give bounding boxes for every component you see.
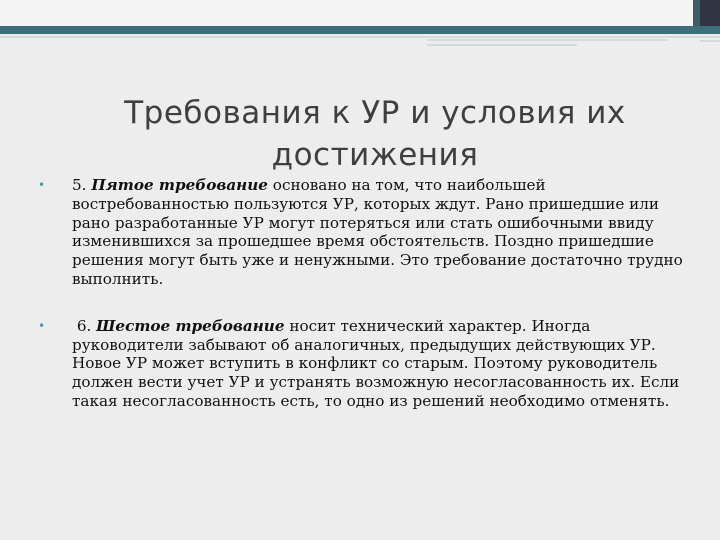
top-band bbox=[0, 0, 693, 26]
header-stripe bbox=[0, 26, 720, 34]
bullet-icon: • bbox=[38, 178, 46, 192]
list-item bbox=[38, 317, 698, 411]
item-text: носит технический характер. Иногда руководители забывают об аналогичных, предыдущих действующих УР. Новое УР может вступить в конфликт со старым. Поэтому руководитель должен вести учет УР и устранять возможную несогласованность их. Если такая несогласованность есть, то одно из решений необходимо отменять. bbox=[72, 316, 680, 410]
divider-line bbox=[0, 36, 720, 38]
corner-block bbox=[700, 0, 720, 26]
item-text: основано на том, что наибольшей востребованностью пользуются УР, которых ждут. Рано пришедшие или рано разработанные УР могут потеряться или стать ошибочными ввиду изменившихся за прошедшее время обстоятельств. Поздно пришедшие решения могут быть уже и ненужными. Это требование достаточно трудно выполнить. bbox=[72, 176, 683, 288]
corner-accent bbox=[693, 0, 700, 26]
list-item bbox=[38, 176, 698, 289]
bullet-icon: • bbox=[38, 318, 46, 333]
item-number: 5. bbox=[72, 176, 87, 194]
item-term: Пятое требование bbox=[91, 176, 268, 194]
divider-line bbox=[700, 40, 720, 42]
bullet-list bbox=[38, 176, 698, 411]
item-number: 6. bbox=[76, 316, 92, 335]
slide-title: Требования к УР и условия их достижения bbox=[124, 95, 626, 173]
divider-line bbox=[427, 39, 667, 41]
item-term: Шестое требование bbox=[96, 316, 285, 335]
divider-line bbox=[427, 44, 577, 46]
